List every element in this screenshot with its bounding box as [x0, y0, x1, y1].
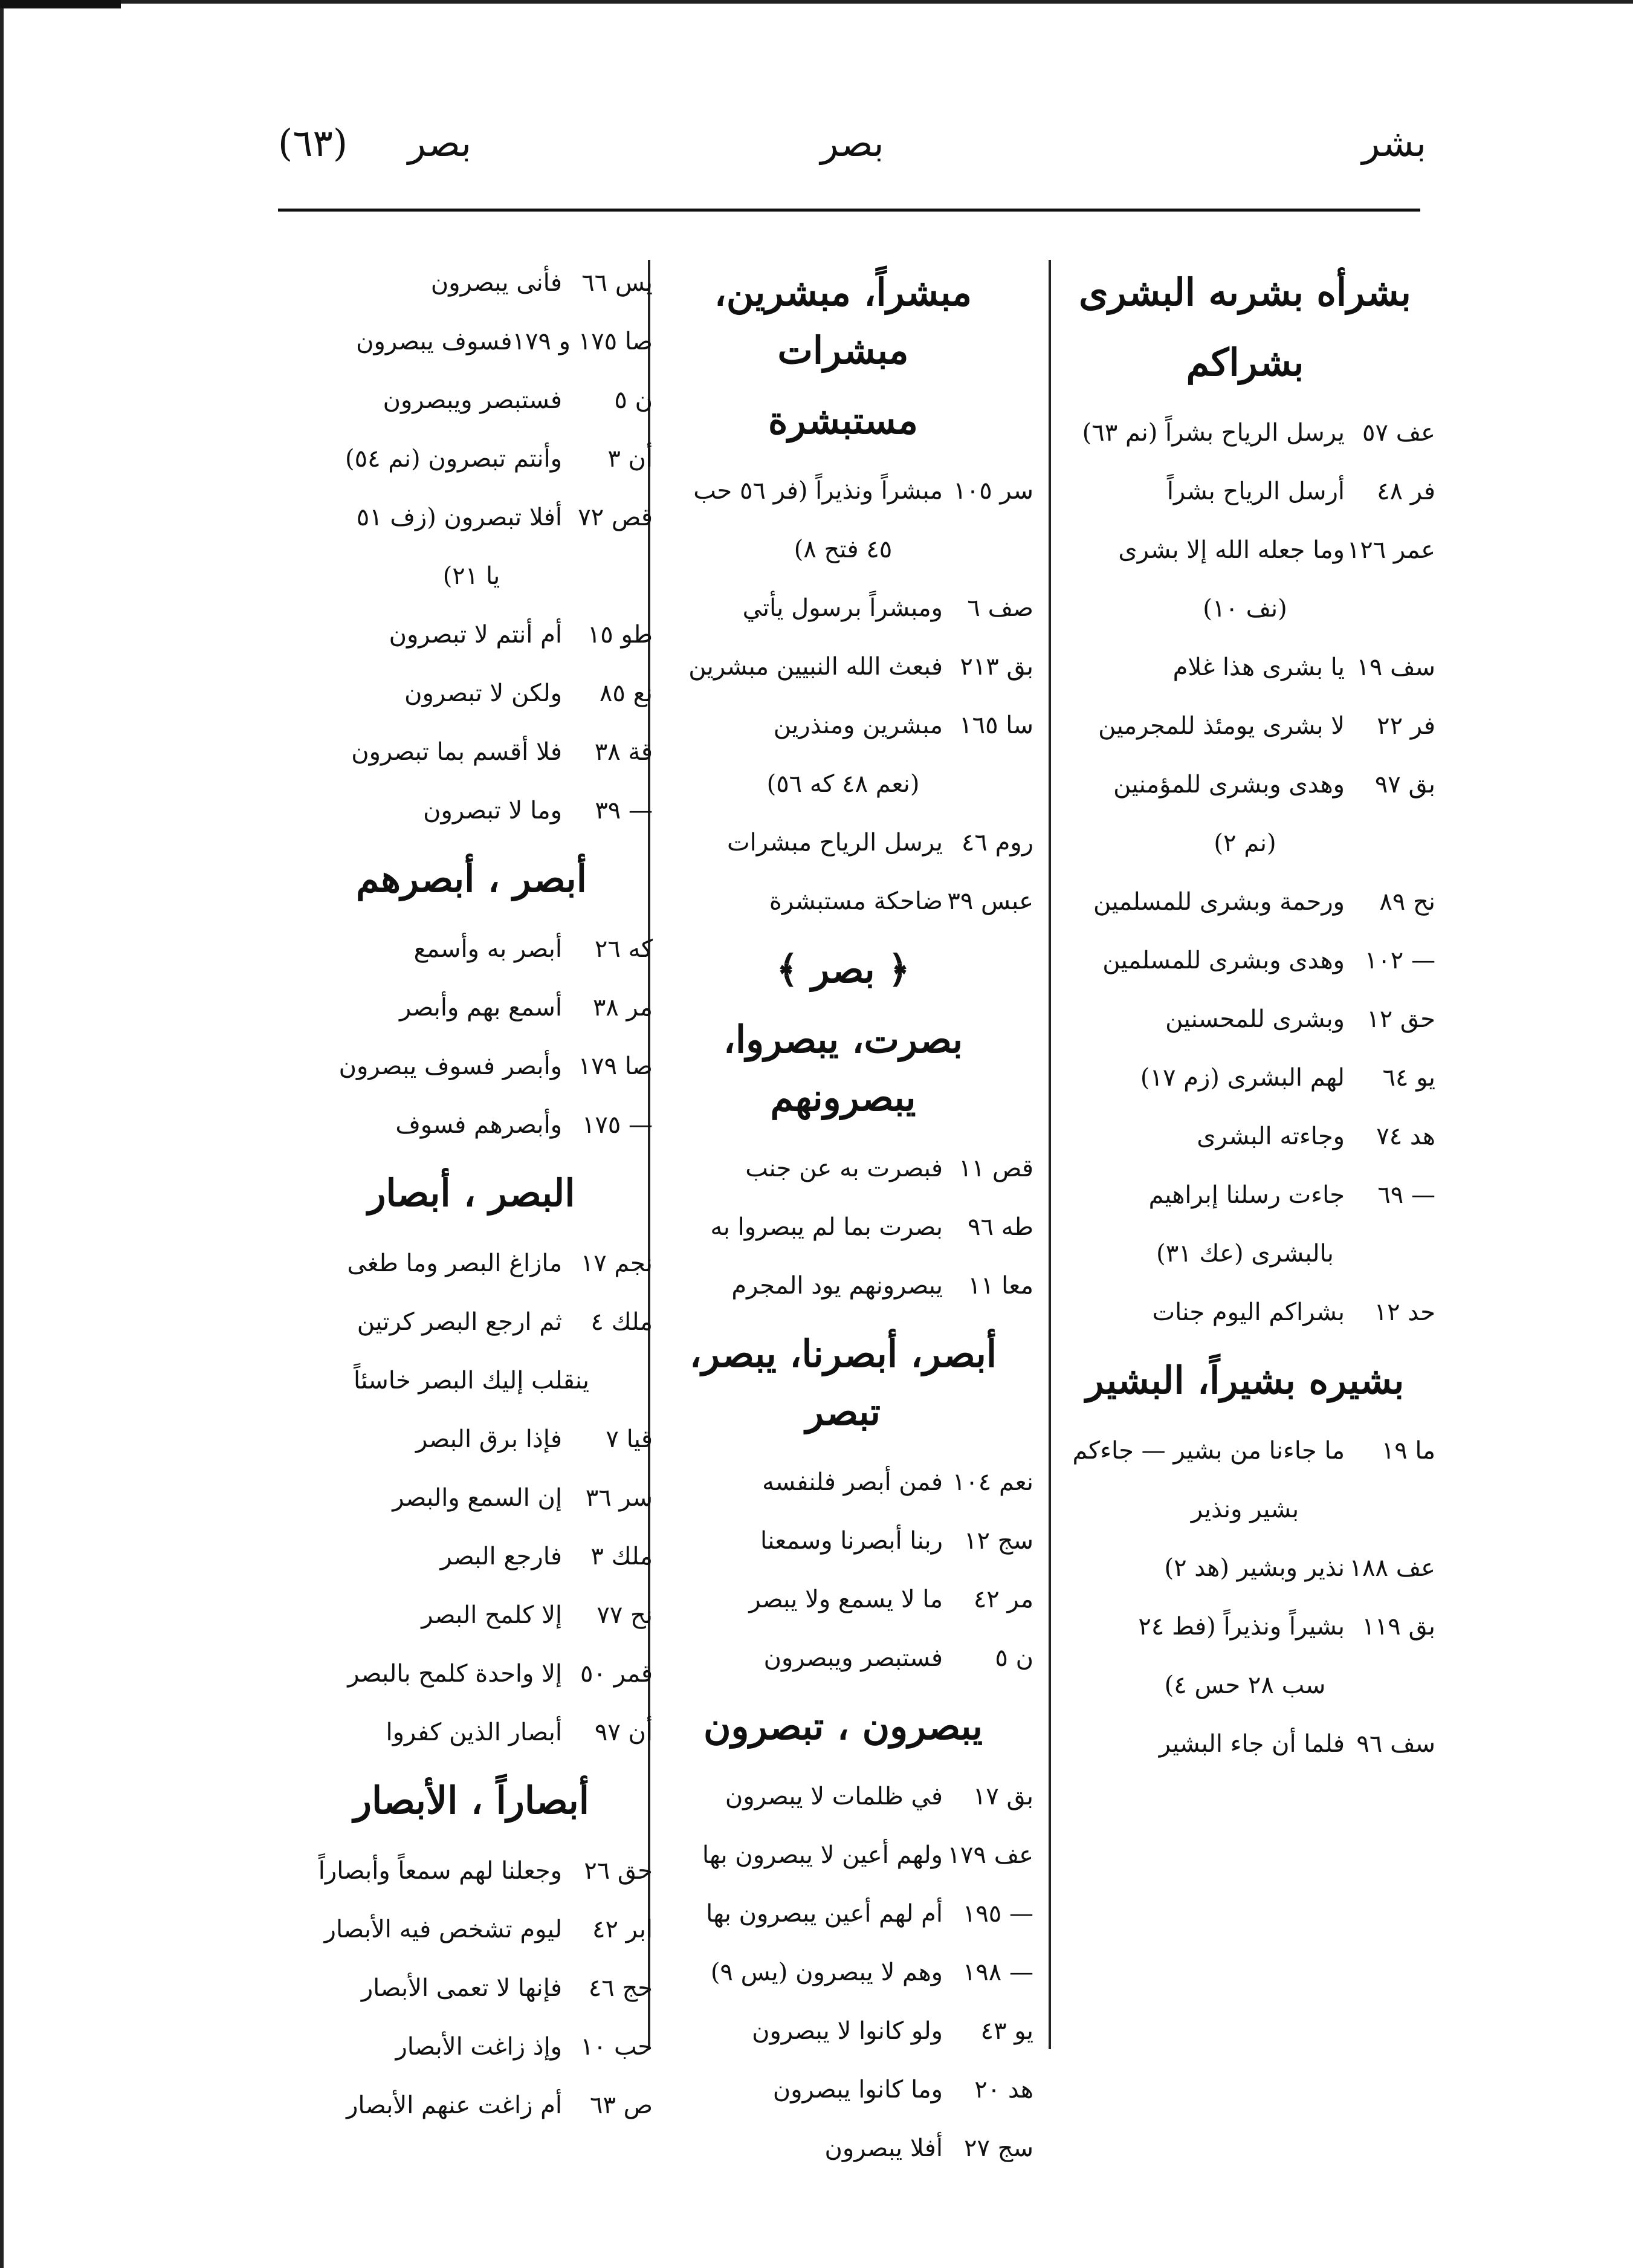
verse-text: لا بشرى يومئذ للمجرمين [1098, 712, 1345, 740]
verse-entry [1055, 697, 1435, 756]
verse-entry [1055, 1598, 1435, 1656]
verse-entry [653, 1512, 1033, 1570]
verse-reference: بق ٢١٣ [960, 653, 1033, 681]
verse-entry [653, 872, 1033, 931]
verse-reference: أن ٣ [607, 445, 653, 473]
verse-text: فأنى يبصرون [430, 269, 562, 297]
verse-entry [290, 488, 653, 547]
verse-entry [1055, 1107, 1435, 1166]
verse-continuation: يا ٢١) [442, 562, 500, 590]
verse-reference: حق ٢٦ [584, 1857, 653, 1885]
verse-continuation: (نف ١٠) [1203, 595, 1287, 623]
verse-continuation: بالبشرى (عك ٣١) [1156, 1240, 1334, 1268]
verse-entry [290, 1703, 653, 1762]
column-left [290, 254, 653, 2120]
verse-entry [653, 579, 1033, 638]
verse-entry [653, 1257, 1033, 1315]
verse-entry [290, 782, 653, 840]
verse-reference: عف ٥٧ [1362, 419, 1435, 447]
verse-continuation: سب ٢٨ حس ٤) [1164, 1671, 1326, 1700]
verse-continuation: ٤٥ فتح ٨) [794, 536, 893, 564]
section-heading: بصرت، يبصروا، يبصرونهم [723, 1017, 963, 1120]
verse-reference: قص ١١ [959, 1154, 1033, 1182]
verse-text: فستبصر ويبصرون [383, 386, 562, 414]
verse-entry [290, 606, 653, 664]
section-heading: مستبشرة [768, 398, 918, 443]
verse-entry [1055, 1283, 1435, 1342]
verse-text: فارجع البصر [440, 1543, 562, 1571]
header-rule [278, 209, 1420, 212]
verse-reference: نح ٧٧ [597, 1601, 653, 1630]
verse-text: يا بشرى هذا غلام [1172, 653, 1345, 682]
verse-reference: سر ١٠٥ [953, 477, 1033, 505]
verse-entry [1055, 1715, 1435, 1774]
verse-reference: — ١٩٥ [962, 1899, 1033, 1928]
verse-reference: — ٣٩ [595, 797, 653, 825]
verse-text: لهم البشرى (زم ١٧) [1140, 1064, 1345, 1092]
verse-reference: بق ١١٩ [1362, 1613, 1435, 1641]
verse-reference: — ١٠٢ [1364, 947, 1435, 975]
verse-reference: — ١٧٥ [581, 1111, 653, 1139]
verse-reference: قمر ٥٠ [580, 1660, 653, 1688]
verse-entry [1055, 932, 1435, 990]
verse-continuation: ينقلب إليك البصر خاسئاً [354, 1367, 589, 1395]
verse-reference: ن ٥ [995, 1644, 1033, 1672]
verse-entry [290, 254, 653, 313]
verse-text: ولكن لا تبصرون [404, 679, 562, 707]
column-middle [653, 254, 1033, 2162]
verse-reference: هد ٧٤ [1376, 1123, 1435, 1151]
verse-entry [290, 1096, 653, 1155]
verse-text: وأبصرهم فسوف [395, 1111, 562, 1139]
verse-entry [290, 430, 653, 488]
verse-text: إن السمع والبصر [392, 1484, 562, 1512]
section-heading: أبصر ، أبصرهم [355, 857, 587, 901]
verse-reference: مر ٣٨ [592, 994, 653, 1022]
verse-text: أفلا يبصرون [824, 2134, 943, 2162]
verse-text: بشيراً ونذيراً (فط ٢٤ [1138, 1613, 1345, 1641]
verse-entry [653, 1570, 1033, 1629]
verse-reference: يس ٦٦ [581, 269, 653, 297]
verse-text: أبصر به وأسمع [413, 935, 562, 964]
verse-text: أرسل الرياح بشراً [1166, 478, 1345, 506]
verse-text: فإذا برق البصر [415, 1425, 562, 1454]
verse-entry [1055, 521, 1435, 580]
verse-text: مازاغ البصر وما طغى [347, 1249, 562, 1278]
verse-text: فسوف يبصرون [356, 328, 513, 355]
section-heading: بشيره بشيراً، البشير [1085, 1358, 1405, 1403]
verse-entry [290, 2018, 653, 2076]
verse-entry [653, 1943, 1033, 2002]
verse-text: إلا كلمح البصر [421, 1601, 562, 1630]
verse-entry [653, 1826, 1033, 1885]
verse-entry [290, 1234, 653, 1293]
verse-reference: سج ١٢ [963, 1526, 1033, 1555]
verse-reference: — ٦٩ [1377, 1181, 1435, 1210]
page-border-top [0, 0, 1633, 4]
verse-entry [653, 1885, 1033, 1943]
verse-entry [290, 1528, 653, 1586]
verse-text: وبشرى للمحسنين [1165, 1005, 1345, 1034]
verse-reference: طو ١٥ [587, 621, 653, 649]
verse-entry [290, 1469, 653, 1528]
verse-entry [290, 1842, 653, 1900]
verse-text: وما لا تبصرون [423, 797, 562, 825]
verse-entry [653, 1198, 1033, 1257]
column-divider-right [1049, 260, 1051, 2049]
verse-reference: طه ٩٦ [968, 1213, 1033, 1241]
verse-entry [290, 664, 653, 723]
verse-reference: عمر ١٢٦ [1347, 536, 1435, 565]
verse-reference: مر ٤٢ [973, 1585, 1033, 1613]
verse-reference: سف ١٩ [1356, 653, 1435, 682]
verse-entry [1055, 638, 1435, 697]
verse-text: أم زاغت عنهم الأبصار [346, 2091, 562, 2120]
verse-reference: قص ٧٢ [578, 504, 653, 531]
verse-continuation: بشير ونذير [1191, 1495, 1299, 1524]
verse-text: وإذ زاغت الأبصار [395, 2033, 562, 2061]
verse-reference: — ١٩٨ [962, 1958, 1033, 1986]
verse-entry [290, 1293, 653, 1352]
verse-entry [290, 1900, 653, 1959]
verse-entry [290, 2076, 653, 2135]
verse-entry [653, 1767, 1033, 1826]
header-root-center: بصر [820, 121, 884, 165]
verse-entry [653, 696, 1033, 755]
verse-text: إلا واحدة كلمح بالبصر [348, 1660, 562, 1688]
verse-entry [290, 1959, 653, 2018]
verse-reference: حج ٤٦ [588, 1974, 653, 2003]
verse-text: أفلا تبصرون (زف ٥١ [356, 504, 562, 531]
verse-text: وما جعله الله إلا بشرى [1118, 536, 1345, 565]
verse-entry [290, 920, 653, 979]
verse-entry [1055, 1049, 1435, 1107]
section-heading: أبصاراً ، الأبصار [354, 1778, 589, 1823]
verse-reference: نجم ١٧ [580, 1249, 653, 1278]
verse-entry [290, 723, 653, 782]
verse-entry [290, 371, 653, 430]
verse-entry [290, 1037, 653, 1096]
section-heading: بشراكم [1186, 340, 1304, 385]
verse-entry [1055, 990, 1435, 1049]
verse-reference: روم ٤٦ [961, 829, 1033, 857]
verse-text: وما كانوا يبصرون [772, 2075, 943, 2104]
verse-text: وهدى وبشرى للمؤمنين [1113, 771, 1345, 799]
verse-entry [290, 1410, 653, 1469]
verse-text: ربنا أبصرنا وسمعنا [760, 1526, 943, 1555]
verse-entry [653, 2119, 1033, 2178]
verse-reference: حق ١٢ [1366, 1005, 1435, 1034]
verse-reference: فر ٢٢ [1377, 712, 1435, 740]
verse-reference: نع ٨٥ [599, 679, 653, 707]
verse-reference: صا ١٧٩ [578, 1052, 653, 1081]
section-heading: أبصر، أبصرنا، يبصر، تبصر [689, 1331, 997, 1434]
verse-entry [1055, 404, 1435, 462]
verse-reference: عف ١٨٨ [1349, 1554, 1435, 1583]
verse-text: ولو كانوا لا يبصرون [752, 2017, 943, 2045]
verse-text: أم لهم أعين يبصرون بها [706, 1899, 943, 1928]
verse-entry [1055, 873, 1435, 932]
verse-reference: عبس ٣٩ [947, 887, 1033, 916]
verse-text: فلا أقسم بما تبصرون [351, 738, 562, 766]
verse-text: جاءت رسلنا إبراهيم [1148, 1181, 1345, 1210]
verse-text: ضاحكة مستبشرة [769, 887, 943, 916]
verse-reference: حب ١٠ [580, 2033, 653, 2061]
page-border-left [0, 0, 4, 2268]
verse-text: أسمع بهم وأبصر [399, 994, 562, 1022]
verse-text: ما جاءنا من بشير — جاءكم [1072, 1437, 1345, 1465]
verse-text: أبصار الذين كفروا [386, 1719, 562, 1747]
verse-text: فبعث الله النبيين مبشرين [688, 653, 943, 681]
verse-entry [1055, 1422, 1435, 1480]
verse-reference: سف ٩٦ [1356, 1730, 1435, 1758]
verse-text: يبصرونهم يود المجرم [731, 1271, 943, 1300]
verse-reference: ن ٥ [614, 386, 653, 414]
verse-reference: سج ٢٧ [963, 2134, 1033, 2162]
verse-reference: نح ٨٩ [1379, 888, 1435, 916]
page-number: (٦٣) [278, 121, 348, 165]
verse-reference: نعم ١٠٤ [952, 1468, 1033, 1496]
verse-text: وجعلنا لهم سمعاً وأبصاراً [318, 1857, 562, 1885]
verse-text: ما لا يسمع ولا يبصر [749, 1585, 943, 1613]
verse-entry [653, 814, 1033, 872]
header-left [278, 121, 471, 165]
verse-text: ولهم أعين لا يبصرون بها [702, 1841, 943, 1869]
verse-text: وجاءته البشرى [1197, 1123, 1345, 1151]
section-heading: بشرأه بشرىه البشرى [1079, 270, 1411, 314]
corner-mark [0, 0, 121, 8]
verse-entry [653, 1139, 1033, 1198]
verse-entry [290, 979, 653, 1037]
verse-entry [653, 638, 1033, 696]
verse-text: فستبصر ويبصرون [763, 1644, 943, 1672]
verse-reference: ما ١٩ [1381, 1437, 1435, 1465]
verse-entry [653, 1629, 1033, 1688]
verse-entry [653, 1453, 1033, 1512]
verse-reference: قة ٣٨ [594, 738, 653, 766]
verse-reference: يو ٤٣ [980, 2017, 1033, 2045]
verse-continuation: (نعم ٤٨ كه ٥٦) [766, 770, 920, 799]
verse-reference: فر ٤٨ [1377, 478, 1435, 506]
verse-reference: ابر ٤٢ [592, 1916, 653, 1944]
verse-text: فلما أن جاء البشير [1159, 1730, 1345, 1758]
verse-reference: قيا ٧ [606, 1425, 653, 1454]
verse-text: فبصرت به عن جنب [745, 1154, 943, 1182]
section-heading: يبصرون ، تبصرون [703, 1703, 983, 1748]
verse-entry [1055, 1539, 1435, 1598]
section-heading: البصر ، أبصار [367, 1171, 575, 1216]
verse-entry [653, 2061, 1033, 2119]
verse-reference: أن ٩٧ [594, 1719, 653, 1747]
verse-reference: ملك ٣ [590, 1543, 653, 1571]
verse-text: ومبشراً برسول يأتي [742, 594, 943, 623]
verse-text: فمن أبصر فلنفسه [762, 1468, 943, 1496]
verse-reference: حد ١٢ [1374, 1298, 1435, 1327]
verse-reference: يو ٦٤ [1382, 1064, 1435, 1092]
verse-entry [290, 313, 653, 371]
verse-reference: ملك ٤ [590, 1308, 653, 1336]
verse-entry [1055, 1166, 1435, 1225]
verse-text: وهم لا يبصرون (يس ٩) [710, 1958, 943, 1986]
verse-reference: كه ٢٦ [594, 935, 653, 964]
verse-text: فإنها لا تعمى الأبصار [361, 1974, 562, 2003]
verse-reference: بق ١٧ [972, 1782, 1033, 1810]
verse-reference: سا ١٦٥ [959, 711, 1033, 740]
verse-reference: ص ٦٣ [589, 2091, 653, 2120]
verse-reference: هد ٢٠ [974, 2075, 1033, 2104]
section-heading: مبشراً، مبشرين، مبشرات [714, 270, 972, 373]
verse-continuation: (نم ٢) [1214, 829, 1276, 858]
verse-text: مبشراً ونذيراً (فر ٥٦ حب [693, 477, 943, 505]
verse-reference: سر ٣٦ [585, 1484, 653, 1512]
verse-entry [653, 2002, 1033, 2061]
verse-text: ثم ارجع البصر كرتين [357, 1308, 562, 1336]
verse-entry [290, 1586, 653, 1645]
verse-text: وهدى وبشرى للمسلمين [1102, 947, 1345, 975]
verse-reference: معا ١١ [968, 1271, 1033, 1300]
verse-entry [653, 462, 1033, 520]
section-heading: ﴿ بصر ﴾ [776, 947, 910, 992]
verse-entry [290, 1645, 653, 1703]
verse-entry [1055, 462, 1435, 521]
verse-text: بصرت بما لم يبصروا به [710, 1213, 943, 1241]
verse-text: في ظلمات لا يبصرون [725, 1782, 943, 1810]
verse-text: ليوم تشخص فيه الأبصار [324, 1916, 562, 1944]
header-root-right: بشر [1362, 121, 1426, 165]
verse-text: يرسل الرياح مبشرات [727, 829, 943, 857]
header-root-left: بصر [407, 121, 471, 165]
verse-text: ورحمة وبشرى للمسلمين [1093, 888, 1345, 916]
verse-reference: بق ٩٧ [1374, 771, 1435, 799]
column-right [1055, 254, 1435, 2055]
verse-entry [1055, 756, 1435, 814]
verse-reference: صا ١٧٥ و ١٧٩ [512, 328, 653, 355]
verse-text: يرسل الرياح بشراً (نم ٦٣) [1082, 419, 1345, 447]
verse-reference: صف ٦ [967, 594, 1033, 623]
page-header [278, 121, 1426, 193]
verse-text: بشراكم اليوم جنات [1152, 1298, 1345, 1327]
verse-text: مبشرين ومنذرين [773, 711, 943, 740]
verse-text: وأبصر فسوف يبصرون [338, 1052, 562, 1081]
verse-reference: عف ١٧٩ [947, 1841, 1033, 1869]
verse-text: أم أنتم لا تبصرون [389, 621, 562, 649]
verse-text: نذير وبشير (هد ٢) [1164, 1554, 1345, 1583]
verse-text: وأنتم تبصرون (نم ٥٤) [345, 445, 562, 473]
